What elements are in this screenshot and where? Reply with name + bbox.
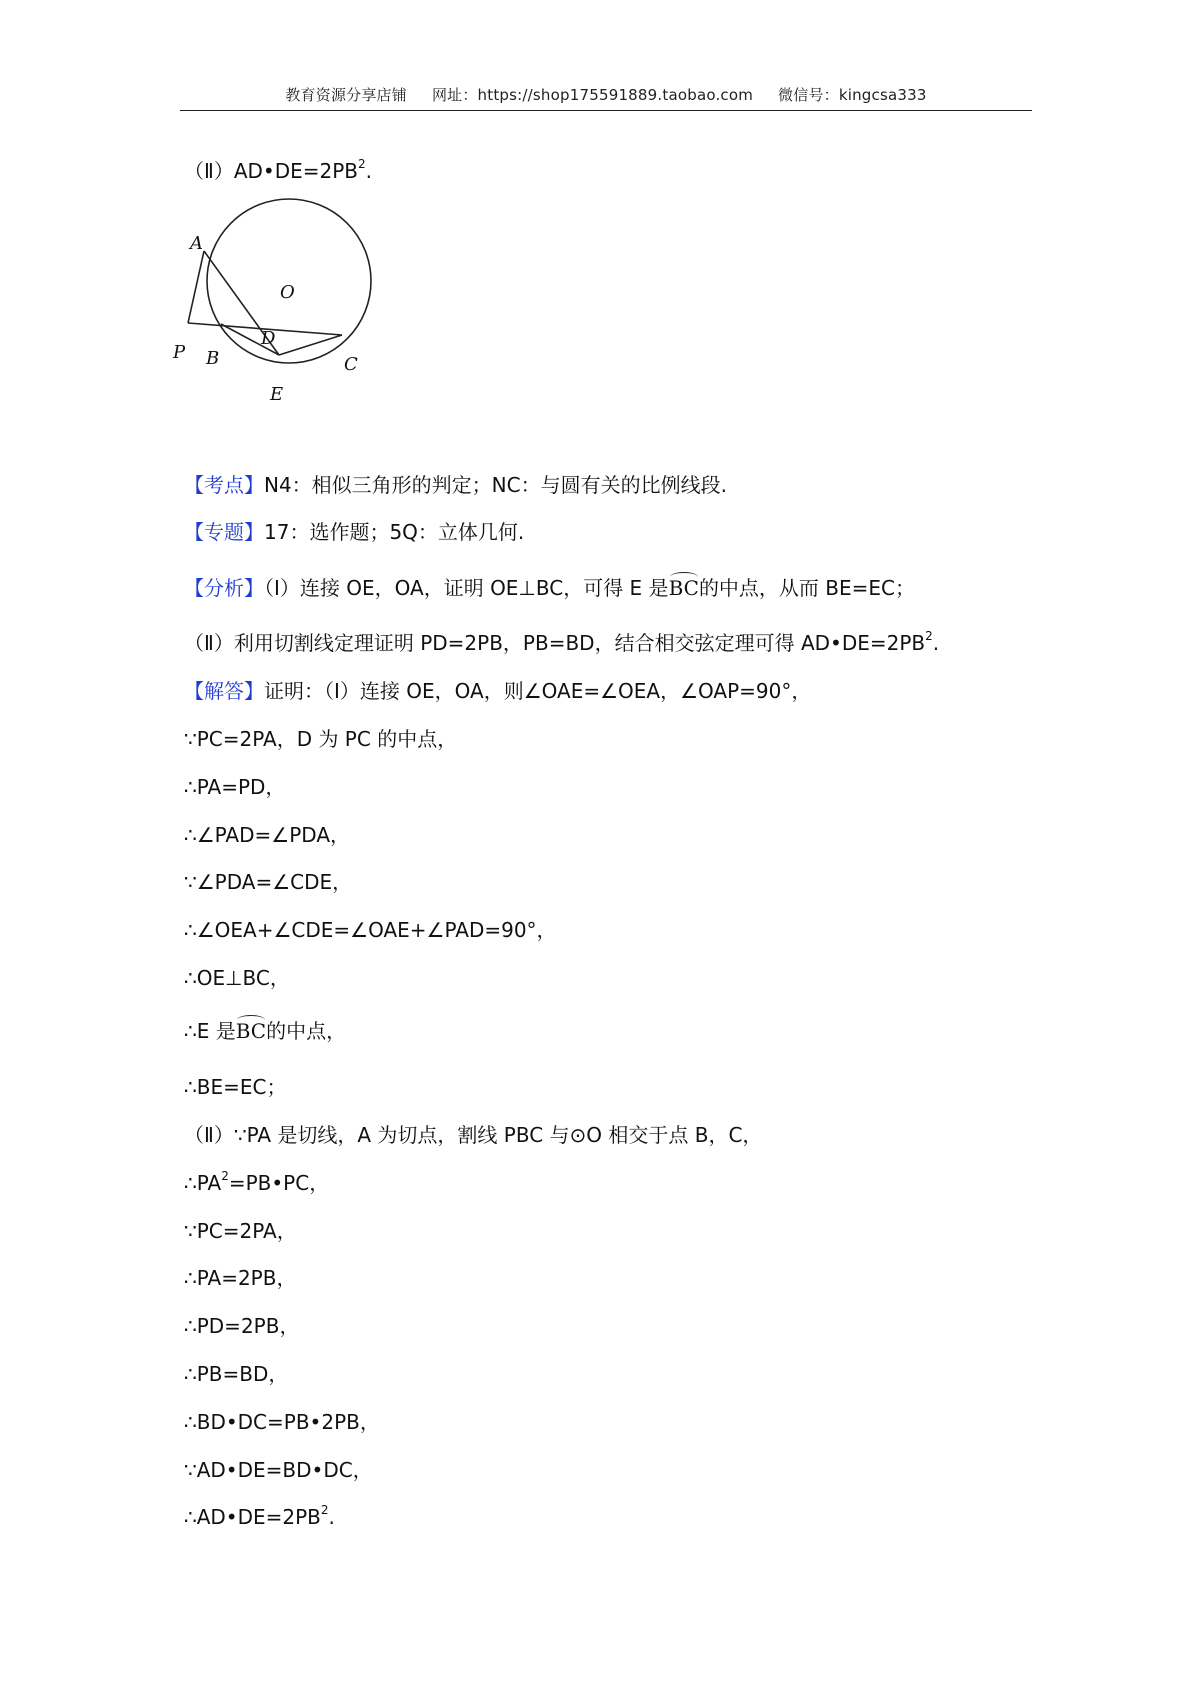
fenxi-line-2: [184, 630, 939, 656]
jieda-l17-a: ∴AD•DE=2PB: [184, 1505, 321, 1529]
jieda-arc-bc: BC: [235, 1019, 267, 1043]
zhuanti-tag: 【专题】: [184, 520, 264, 544]
problem-part2-sup: 2: [358, 157, 366, 172]
header-divider: [180, 110, 1032, 111]
jieda-l7-before: ∴E 是: [184, 1019, 236, 1043]
zhuanti-text: 17：选作题；5Q：立体几何.: [264, 520, 525, 544]
jieda-line-12: ∴PA=2PB，: [184, 1266, 297, 1290]
fenxi-p2-end: .: [932, 631, 940, 655]
jieda-l7-after: 的中点，: [266, 1019, 347, 1043]
jieda-line-3: ∴∠PAD=∠PDA，: [184, 823, 350, 847]
header-wechat: 微信号：kingcsa333: [778, 86, 927, 104]
fenxi-tag: 【分析】: [184, 576, 264, 600]
jieda-line-4: ∵∠PDA=∠CDE，: [184, 870, 353, 894]
jieda-line-10: [184, 1170, 329, 1196]
jieda-line-8: ∴BE=EC；: [184, 1075, 287, 1099]
jieda-l10-sup: 2: [221, 1169, 229, 1184]
label-d: D: [261, 328, 276, 349]
jieda-line-17: [184, 1504, 335, 1530]
jieda-intro-line: [184, 678, 811, 704]
jieda-line-5: ∴∠OEA+∠CDE=∠OAE+∠PAD=90°，: [184, 918, 557, 942]
jieda-line-2: ∴PA=PD，: [184, 775, 286, 799]
fenxi-arc-bc: BC: [668, 576, 699, 600]
segment-pa: [188, 251, 204, 323]
jieda-line-11: ∵PC=2PA，: [184, 1219, 297, 1243]
zhuanti-line: [184, 519, 524, 545]
jieda-l17-sup: 2: [320, 1503, 329, 1518]
jieda-line-1: ∵PC=2PA，D 为 PC 的中点，: [184, 727, 458, 751]
problem-part2-text: （Ⅱ）AD•DE=2PB: [184, 159, 359, 183]
segment-ce: [279, 335, 342, 355]
fenxi-p1-before: （Ⅰ）连接 OE，OA，证明 OE⊥BC，可得 E 是: [264, 576, 669, 600]
label-a: A: [190, 233, 203, 254]
jieda-line-14: ∴PB=BD，: [184, 1362, 289, 1386]
jieda-tag: 【解答】: [184, 679, 264, 703]
fenxi-p2-sup: 2: [925, 629, 933, 644]
problem-part2: [184, 158, 372, 184]
header-shop: 教育资源分享店铺: [285, 86, 407, 104]
kaodian-text: N4：相似三角形的判定；NC：与圆有关的比例线段.: [264, 473, 727, 497]
problem-part2-end: .: [365, 159, 373, 183]
jieda-line-15: ∴BD•DC=PB•2PB，: [184, 1410, 380, 1434]
jieda-line-6: ∴OE⊥BC，: [184, 966, 290, 990]
jieda-l17-b: .: [328, 1505, 335, 1529]
label-o: O: [280, 282, 295, 303]
fenxi-line-1: [184, 575, 915, 601]
jieda-l10-b: =PB•PC，: [228, 1171, 330, 1195]
kaodian-line: [184, 472, 727, 498]
label-b: B: [206, 348, 220, 369]
fenxi-p2: （Ⅱ）利用切割线定理证明 PD=2PB，PB=BD，结合相交弦定理可得 AD•DE=2PB: [184, 631, 926, 655]
jieda-l10-a: ∴PA: [184, 1171, 222, 1195]
jieda-line-9: （Ⅱ）∵PA 是切线，A 为切点，割线 PBC 与⊙O 相交于点 B，C，: [184, 1123, 763, 1147]
label-c: C: [344, 354, 358, 375]
jieda-line-13: ∴PD=2PB，: [184, 1314, 300, 1338]
header-url[interactable]: 网址：https://shop175591889.taobao.com: [431, 86, 754, 104]
label-p: P: [173, 342, 186, 363]
page-header: [180, 84, 1032, 105]
jieda-line-16: ∵AD•DE=BD•DC，: [184, 1458, 373, 1482]
label-e: E: [270, 384, 284, 405]
kaodian-tag: 【考点】: [184, 473, 264, 497]
geometry-figure: [173, 198, 416, 414]
fenxi-p1-after: 的中点，从而 BE=EC；: [698, 576, 916, 600]
jieda-line-7: [184, 1018, 346, 1044]
circle-o: [207, 199, 371, 363]
jieda-intro: 证明：（Ⅰ）连接 OE，OA，则∠OAE=∠OEA，∠OAP=90°，: [264, 679, 812, 703]
